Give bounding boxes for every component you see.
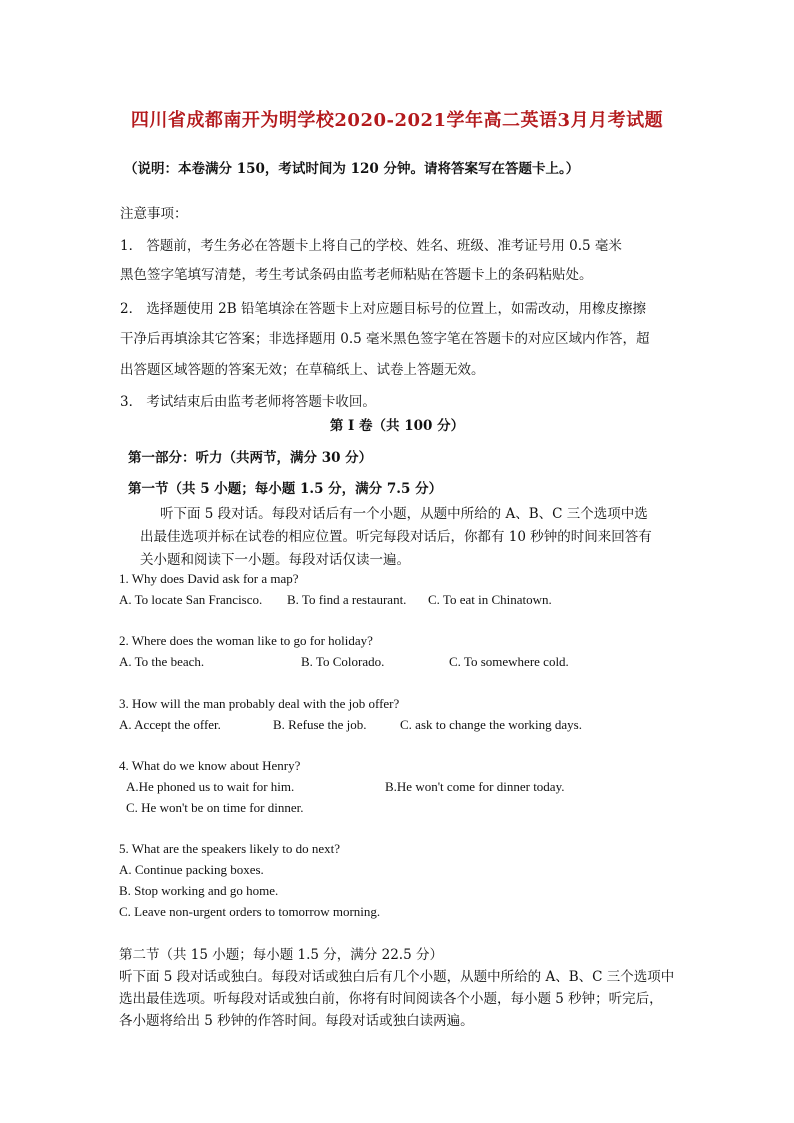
q2-option-b: B. To Colorado. [301, 654, 385, 669]
notice-item-3: 3． 考试结束后由监考老师将答题卡收回。 [120, 394, 376, 410]
q3-option-a: A. Accept the offer. [119, 717, 221, 732]
notice-heading: 注意事项： [120, 206, 188, 222]
section1-instruction-line-2: 出最佳选项并标在试卷的相应位置。听完每段对话后，你都有 10 秒钟的时间来回答有 [140, 529, 652, 545]
q4-stem: 4. What do we know about Henry? [119, 758, 301, 773]
section1-instruction-line-3: 关小题和阅读下一小题。每段对话仅读一遍。 [140, 552, 410, 568]
section2-title: 第二节（共 15 小题；每小题 1.5 分，满分 22.5 分） [119, 947, 443, 963]
volume-title: 第 I 卷（共 100 分） [329, 418, 465, 434]
q2-option-c: C. To somewhere cold. [449, 654, 569, 669]
section1-title: 第一节（共 5 小题；每小题 1.5 分，满分 7.5 分） [128, 481, 443, 497]
notice-item-2-line-3: 出答题区域答题的答案无效；在草稿纸上、试卷上答题无效。 [120, 362, 485, 378]
q3-option-b: B. Refuse the job. [273, 717, 367, 732]
q4-option-c: C. He won't be on time for dinner. [126, 800, 304, 815]
part1-title: 第一部分：听力（共两节，满分 30 分） [128, 450, 373, 466]
q1-option-a: A. To locate San Francisco. [119, 592, 263, 607]
q1-option-b: B. To find a restaurant. [287, 592, 407, 607]
notice-item-2-line-2: 干净后再填涂其它答案；非选择题用 0.5 毫米黑色签字笔在答题卡的对应区域内作答，超 [120, 331, 650, 347]
section1-instruction-line-1: 听下面 5 段对话。每段对话后有一个小题，从题中所给的 A、B、C 三个选项中选 [160, 506, 648, 522]
q5-option-b: B. Stop working and go home. [119, 883, 279, 898]
q4-option-b: B.He won't come for dinner today. [385, 779, 565, 794]
page-title: 四川省成都南开为明学校2020-2021学年高二英语3月月考试题 [130, 110, 664, 131]
q1-stem: 1. Why does David ask for a map? [119, 571, 299, 586]
q5-option-a: A. Continue packing boxes. [119, 862, 264, 877]
notice-item-1-line-2: 黑色签字笔填写清楚，考生考试条码由监考老师粘贴在答题卡上的条码粘贴处。 [120, 267, 593, 283]
notice-item-1-line-1: 1． 答题前，考生务必在答题卡上将自己的学校、姓名、班级、准考证号用 0.5 毫米 [120, 238, 622, 254]
q3-option-c: C. ask to change the working days. [400, 717, 582, 732]
q5-stem: 5. What are the speakers likely to do next? [119, 841, 341, 856]
q3-stem: 3. How will the man probably deal with the job offer? [119, 696, 400, 711]
notice-item-2-line-1: 2． 选择题使用 2B 铅笔填涂在答题卡上对应题目标号的位置上，如需改动，用橡皮擦擦 [120, 301, 646, 317]
q2-option-a: A. To the beach. [119, 654, 205, 669]
exam-note: （说明：本卷满分 150，考试时间为 120 分钟。请将答案写在答题卡上。） [124, 161, 580, 177]
section2-instruction-line-3: 各小题将给出 5 秒钟的作答时间。每段对话或独白读两遍。 [119, 1013, 474, 1029]
section2-instruction-line-1: 听下面 5 段对话或独白。每段对话或独白后有几个小题，从题中所给的 A、B、C 三个选项中 [119, 969, 675, 985]
q1-option-c: C. To eat in Chinatown. [428, 592, 552, 607]
q4-option-a: A.He phoned us to wait for him. [126, 779, 295, 794]
section2-instruction-line-2: 选出最佳选项。听每段对话或独白前，你将有时间阅读各个小题，每小题 5 秒钟；听完后， [119, 991, 663, 1007]
q2-stem: 2. Where does the woman like to go for holiday? [119, 633, 373, 648]
q5-option-c: C. Leave non-urgent orders to tomorrow morning. [119, 904, 381, 919]
